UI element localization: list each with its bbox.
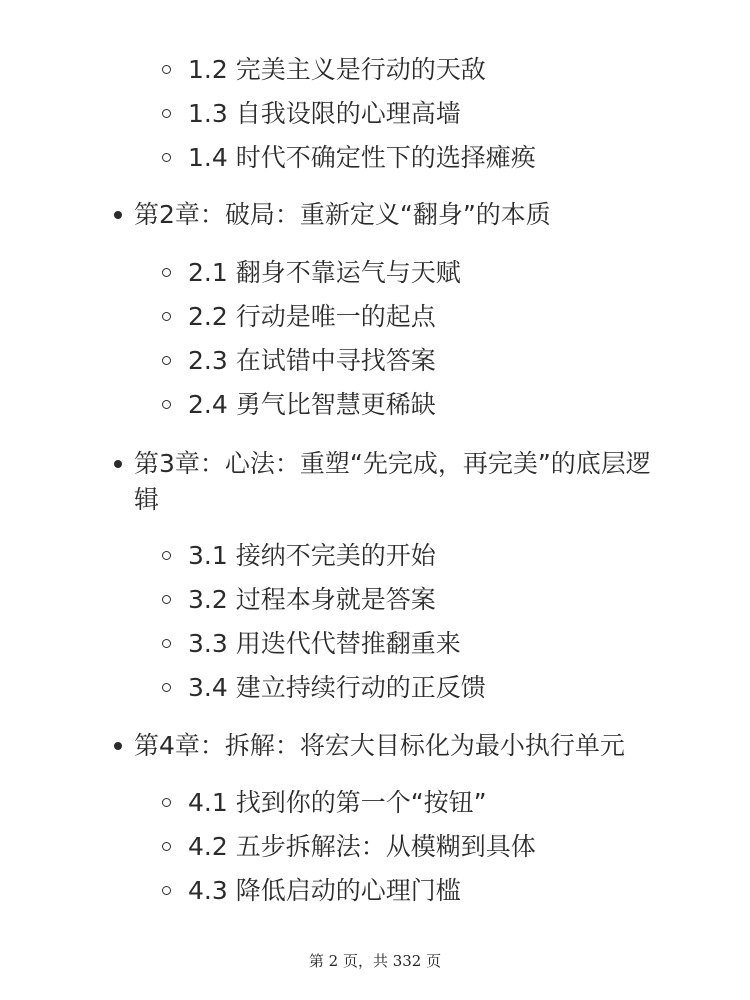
toc-entry-label: 3.2 过程本身就是答案 (188, 585, 436, 614)
hollow-bullet-icon (162, 551, 171, 560)
toc-section-2-1[interactable] (188, 255, 461, 291)
toc-entry-label: 1.3 自我设限的心理高墙 (188, 99, 461, 128)
toc-section-2-3[interactable] (188, 343, 436, 379)
toc-entry-label: 第3章：心法：重塑“先完成，再完美”的底层逻辑 (134, 449, 651, 514)
toc-chapter-4[interactable] (134, 728, 674, 764)
hollow-bullet-icon (162, 886, 171, 895)
toc-section-3-3[interactable] (188, 626, 461, 662)
hollow-bullet-icon (162, 268, 171, 277)
toc-entry-label: 3.3 用迭代代替推翻重来 (188, 629, 461, 658)
toc-section-4-2[interactable] (188, 829, 536, 865)
toc-entry-label: 第4章：拆解：将宏大目标化为最小执行单元 (134, 731, 625, 760)
page-number-footer: 第 2 页，共 332 页 (308, 952, 442, 970)
toc-entry-label: 4.3 降低启动的心理门槛 (188, 876, 461, 905)
toc-section-2-2[interactable] (188, 299, 436, 335)
filled-bullet-icon (114, 460, 122, 468)
toc-chapter-3[interactable] (134, 446, 674, 518)
hollow-bullet-icon (162, 109, 171, 118)
hollow-bullet-icon (162, 683, 171, 692)
filled-bullet-icon (114, 742, 122, 750)
toc-entry-label: 2.2 行动是唯一的起点 (188, 302, 436, 331)
toc-entry-label: 3.4 建立持续行动的正反馈 (188, 673, 486, 702)
toc-entry-label: 1.4 时代不确定性下的选择瘫痪 (188, 143, 536, 172)
toc-entry-label: 2.3 在试错中寻找答案 (188, 346, 436, 375)
hollow-bullet-icon (162, 153, 171, 162)
toc-section-3-1[interactable] (188, 538, 436, 574)
toc-section-1-3[interactable] (188, 96, 461, 132)
hollow-bullet-icon (162, 65, 171, 74)
toc-entry-label: 1.2 完美主义是行动的天敌 (188, 55, 486, 84)
hollow-bullet-icon (162, 400, 171, 409)
toc-entry-label: 2.1 翻身不靠运气与天赋 (188, 258, 461, 287)
toc-entry-label: 2.4 勇气比智慧更稀缺 (188, 390, 436, 419)
hollow-bullet-icon (162, 798, 171, 807)
toc-entry-label: 第2章：破局：重新定义“翻身”的本质 (134, 200, 551, 229)
toc-entry-label: 3.1 接纳不完美的开始 (188, 541, 436, 570)
toc-section-4-1[interactable] (188, 785, 487, 821)
toc-chapter-2[interactable] (134, 197, 674, 233)
toc-section-3-4[interactable] (188, 670, 486, 706)
hollow-bullet-icon (162, 312, 171, 321)
toc-entry-label: 4.1 找到你的第一个“按钮” (188, 788, 487, 817)
hollow-bullet-icon (162, 595, 171, 604)
toc-entry-label: 4.2 五步拆解法：从模糊到具体 (188, 832, 536, 861)
hollow-bullet-icon (162, 639, 171, 648)
toc-section-1-4[interactable] (188, 140, 536, 176)
toc-section-2-4[interactable] (188, 387, 436, 423)
filled-bullet-icon (114, 211, 122, 219)
toc-section-3-2[interactable] (188, 582, 436, 618)
hollow-bullet-icon (162, 842, 171, 851)
hollow-bullet-icon (162, 356, 171, 365)
toc-section-1-2[interactable] (188, 52, 486, 88)
toc-section-4-3[interactable] (188, 873, 461, 909)
